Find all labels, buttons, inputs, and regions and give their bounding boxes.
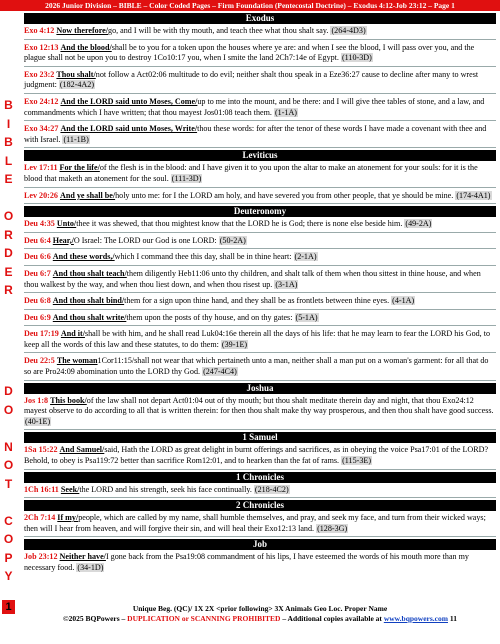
verse-lead-words: This book/ — [50, 395, 87, 405]
verse-code: (2-1A) — [294, 252, 317, 262]
verse-text: holy unto me: for I the LORD am holy, and have severed you from other people, that ye should be mine. — [115, 190, 454, 200]
verse-code: (3-1A) — [275, 279, 298, 289]
verse-lead-words: Thou shalt/ — [56, 69, 96, 79]
verse-entry — [24, 162, 496, 187]
verse-reference: Exo 24:12 — [24, 96, 59, 106]
verse-lead-words: And thou shalt bind/ — [52, 296, 125, 306]
verse-code: (5-1A) — [295, 312, 318, 322]
verse-reference: Deu 6:4 — [24, 235, 51, 245]
verse-lead-words: And thou shalt write/ — [52, 312, 127, 322]
book-heading: Job — [24, 539, 496, 550]
verse-text: of the law shall not depart Act01:04 out of thy mouth; but thou shalt meditate therein day and night, that thou Exo24:12 mayest observe to do according to all that is written therein: for then thou shalt make thy way prosperous, and then thou shalt have good success. — [24, 395, 494, 416]
verse-code: (115-3E) — [342, 456, 372, 466]
footer-website-link[interactable]: www.bqpowers.com — [383, 613, 448, 623]
verse-code: (111-3D) — [171, 173, 202, 183]
verse-code: (128-3G) — [317, 523, 348, 533]
verse-text: people, which are called by my name, shall humble themselves, and pray, and seek my face, and turn from their wicked ways; then will I hear from heaven, and will forgive their sin, and will heal their Exo12:13 land. — [24, 513, 486, 533]
book-heading: 1 Chronicles — [24, 472, 496, 483]
verse-text: which I command thee this day, shall be in thine heart: — [114, 252, 292, 262]
verse-lead-words: And ye shall be/ — [59, 190, 116, 200]
verse-text: the LORD and his strength, seek his face continually. — [79, 484, 252, 494]
verse-code: (1-1A) — [274, 107, 297, 117]
verse-text: said, Hath the LORD as great delight in burnt offerings and sacrifices, as in obeying the voice Psa17:01 of the LORD? Behold, to obey is Psa119:72 better than sacrifice Rom12:01, and to hearken than the fat of rams. — [24, 445, 489, 466]
verse-reference: Job 23:12 — [24, 552, 58, 562]
verse-code: (218-4C2) — [254, 484, 289, 494]
verse-lead-words: And Samuel/ — [59, 445, 105, 455]
verse-code: (174-4A1) — [456, 190, 491, 200]
verse-entry — [24, 190, 496, 205]
verse-text: 1Cor11:15/shall not wear that which pertaineth unto a man, neither shall a man put on a woman's garment: for all that do so are Pro24:09 abomination unto the LORD thy God. — [24, 356, 489, 377]
verse-code: (110-3D) — [341, 53, 372, 63]
verse-text: shall be with him, and he shall read Luk04:16e therein all the days of his life: that he may learn to fear the LORD his God, to keep all the words of this law and these statutes, to do them: — [24, 329, 491, 349]
book-heading: Exodus — [24, 13, 496, 24]
verse-entry — [24, 251, 496, 266]
book-heading: Joshua — [24, 383, 496, 394]
verse-text: of the flesh is in the blood: and I have given it to you upon the altar to make an atonement for your souls: for it is the blood that maketh an atonement for the soul. — [24, 163, 478, 183]
verse-reference: 2Ch 7:14 — [24, 513, 56, 523]
book-heading: 2 Chronicles — [24, 500, 496, 511]
verse-entry — [24, 484, 496, 499]
verse-text: O Israel: The LORD our God is one LORD: — [73, 235, 217, 245]
verse-lead-words: The woman — [56, 356, 98, 366]
verse-entry — [24, 25, 496, 40]
verse-code: (50-2A) — [219, 235, 246, 245]
verse-reference: Deu 4:35 — [24, 219, 55, 229]
verse-lead-words: And the blood/ — [60, 42, 112, 52]
verse-code: (182-4A2) — [59, 80, 95, 90]
verse-reference: Deu 22:5 — [24, 356, 55, 366]
verse-reference: 1Ch 16:11 — [24, 484, 59, 494]
verse-entry — [24, 355, 496, 380]
verse-code: (34-1D) — [77, 563, 104, 572]
verse-reference: Deu 6:7 — [24, 268, 51, 278]
page-number-badge: 1 — [2, 600, 15, 614]
verse-text: not follow a Act02:06 multitude to do evil; neither shalt thou speak in a Eze36:27 cause to decline after many to wrest judgment: — [24, 69, 479, 90]
verse-entry — [24, 268, 496, 293]
side-label-do-not-copy: D O N O T C O P Y — [3, 384, 14, 583]
verse-reference: Exo 23:2 — [24, 69, 55, 79]
verse-text: up to me into the mount, and be there: and I will give thee tables of stone, and a law, and commandments which I have written; that thou mayest Jos01:08 teach them. — [24, 96, 485, 117]
verse-entry — [24, 69, 496, 94]
verse-entry — [24, 295, 496, 310]
verse-reference: Lev 17:11 — [24, 163, 58, 173]
verse-code: (49-2A) — [405, 219, 432, 229]
verse-lead-words: Now therefore/ — [56, 26, 109, 35]
verse-text: thee it was shewed, that thou mightest know that the LORD he is God; there is none else beside him. — [76, 219, 403, 229]
verse-reference: Deu 6:8 — [24, 296, 51, 306]
verse-code: (247-4C4) — [203, 367, 237, 377]
verse-lead-words: Neither have/ — [59, 552, 106, 562]
footer-legend: Unique Beg. (QC)/ 1X 2X <prior following> 3X Animals Geo Loc. Proper Name — [132, 604, 388, 613]
verse-reference: Exo 12:13 — [24, 42, 59, 52]
verse-text: them for a sign upon thine hand, and they shall be as frontlets between thine eyes. — [124, 296, 390, 306]
verse-lead-words: If my/ — [57, 513, 79, 523]
verse-entry — [24, 312, 496, 327]
verse-reference: Lev 20:26 — [24, 190, 58, 200]
book-heading: Leviticus — [24, 150, 496, 161]
verse-entry — [24, 218, 496, 233]
verse-lead-words: For the life/ — [59, 163, 100, 173]
verse-text: thou these words: for after the tenor of these words I have made a covenant with thee and with Israel. — [24, 124, 487, 144]
verse-entry — [24, 395, 496, 431]
verse-code: (4-1A) — [392, 296, 415, 306]
verse-code: (40-1E) — [25, 416, 51, 426]
verse-lead-words: Unto/ — [56, 219, 77, 229]
verse-lead-words: And these words,/ — [52, 252, 115, 262]
verse-lead-words: Seek/ — [60, 484, 80, 494]
verse-lead-words: Hear,/ — [52, 235, 74, 245]
footer-copyright: ©2025 BQPowers – DUPLICATION or SCANNING PROHIBITED – Additional copies available at www.bqpowers.com 11 — [63, 613, 457, 623]
verse-text: go, and I will be with thy mouth, and teach thee what thou shalt say. — [108, 26, 329, 35]
verse-reference: Deu 6:6 — [24, 252, 51, 262]
verse-lead-words: And the LORD said unto Moses, Come/ — [60, 96, 198, 106]
verse-reference: Exo 34:27 — [24, 124, 59, 134]
verse-reference: 1Sa 15:22 — [24, 445, 58, 455]
book-heading: 1 Samuel — [24, 432, 496, 443]
verse-entry — [24, 444, 496, 469]
verse-entry — [24, 512, 496, 537]
verse-entry — [24, 123, 496, 148]
verse-list — [24, 12, 496, 578]
verse-entry — [24, 551, 496, 575]
verse-reference: Exo 4:12 — [24, 26, 55, 35]
verse-entry — [24, 328, 496, 353]
verse-code: (39-1E) — [221, 339, 248, 349]
verse-code: (11-1B) — [63, 134, 89, 144]
verse-entry — [24, 96, 496, 121]
verse-code: (264-4D3) — [331, 26, 366, 35]
verse-reference: Deu 17:19 — [24, 329, 59, 339]
verse-entry — [24, 235, 496, 250]
verse-lead-words: And thou shalt teach/ — [52, 268, 127, 278]
book-heading: Deuteronomy — [24, 206, 496, 217]
verse-reference: Jos 1:8 — [24, 395, 49, 405]
verse-text: I gone back from the Psa19:08 commandment of his lips, I have esteemed the words of his mouth more than my necessary food. — [24, 552, 469, 572]
verse-lead-words: And it/ — [60, 329, 85, 339]
page-footer — [24, 604, 496, 623]
side-label-bible-order: B I B L E O R D E R — [3, 98, 14, 297]
verse-text: shall be to you for a token upon the houses where ye are: and when I see the blood, I will pass over you, and the plague shall not be upon you to destroy 1Co10:17 you, when I smite the land 2Ch7:14e of Egypt. — [24, 42, 475, 63]
verse-text: them diligently Heb11:06 unto thy children, and shalt talk of them when thou sittest in thine house, and when thou walkest by the way, and when thou liest down, and when thou risest up. — [24, 268, 481, 289]
verse-lead-words: And the LORD said unto Moses, Write/ — [60, 124, 198, 134]
verse-reference: Deu 6:9 — [24, 312, 51, 322]
page-header: 2026 Junior Division – BIBLE – Color Coded Pages – Firm Foundation (Pentecostal Doctrine) – Exodus 4:12-Job 23:12 – Page 1 — [0, 0, 500, 11]
verse-text: them upon the posts of thy house, and on thy gates: — [126, 312, 293, 322]
verse-entry — [24, 42, 496, 67]
